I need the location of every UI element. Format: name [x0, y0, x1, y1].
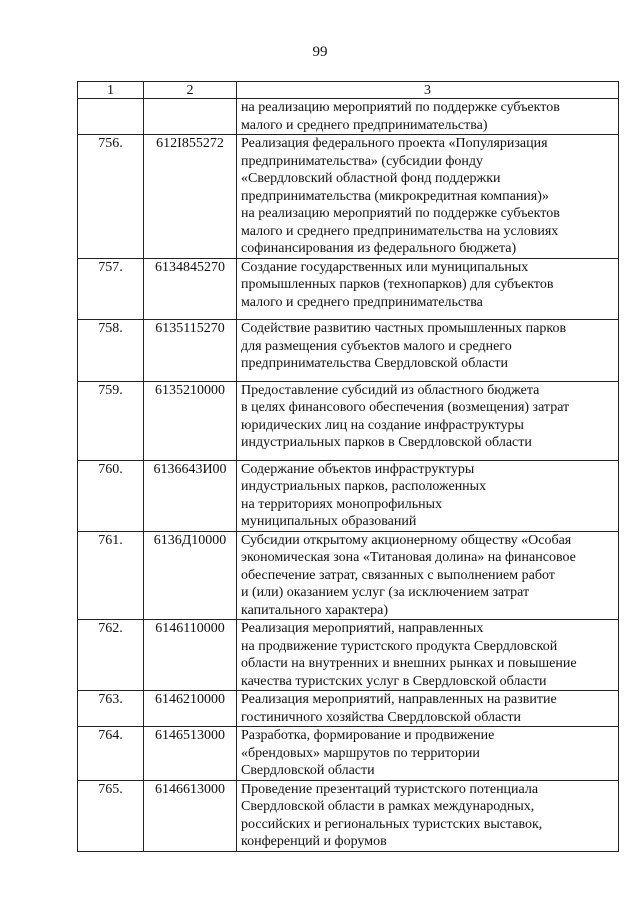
row-number: 762.	[78, 620, 144, 691]
row-number: 765.	[78, 780, 144, 851]
column-header-3: 3	[237, 82, 619, 99]
table-row	[78, 258, 619, 320]
table-row	[78, 620, 619, 691]
table-header-row	[78, 82, 619, 99]
row-description: на реализацию мероприятий по поддержке субъектов малого и среднего предпринимательства)	[237, 99, 619, 135]
row-description: Предоставление субсидий из областного бюджета в целях финансового обеспечения (возмещения) затрат юридических лиц на создание инфраструктуры индустриальных парков в Свердловской области	[237, 381, 619, 460]
row-number: 759.	[78, 381, 144, 460]
table-row	[78, 381, 619, 460]
table-body	[78, 99, 619, 852]
table-row	[78, 780, 619, 851]
row-description: Субсидии открытому акционерному обществу «Особая экономическая зона «Титановая долина» на финансовое обеспечение затрат, связанных с выполнением работ и (или) оказанием услуг (за исключением затрат капитального характера)	[237, 531, 619, 620]
column-header-2: 2	[144, 82, 237, 99]
row-description: Создание государственных или муниципальных промышленных парков (технопарков) для субъектов малого и среднего предпринимательства	[237, 258, 619, 320]
table-row	[78, 99, 619, 135]
row-code: 612I855272	[144, 135, 237, 259]
row-code: 6146513000	[144, 727, 237, 781]
row-code: 6146110000	[144, 620, 237, 691]
table-row	[78, 135, 619, 259]
row-code: 6136643И00	[144, 460, 237, 531]
budget-classification-table	[77, 81, 619, 852]
row-number: 764.	[78, 727, 144, 781]
row-code: 6134845270	[144, 258, 237, 320]
row-description: Проведение презентаций туристского потенциала Свердловской области в рамках международных, российских и региональных туристских выставок, конференций и форумов	[237, 780, 619, 851]
row-code: 6135115270	[144, 320, 237, 382]
row-code	[144, 99, 237, 135]
table-row	[78, 320, 619, 382]
row-number: 760.	[78, 460, 144, 531]
row-description: Разработка, формирование и продвижение «брендовых» маршрутов по территории Свердловской области	[237, 727, 619, 781]
column-header-1: 1	[78, 82, 144, 99]
row-description: Реализация федерального проекта «Популяризация предпринимательства» (субсидии фонду «Свердловский областной фонд поддержки предпринимательства (микрокредитная компания)» на реализацию мероприятий по поддержке субъектов малого и среднего предпринимательства на условиях софинансирования из федерального бюджета)	[237, 135, 619, 259]
row-number: 758.	[78, 320, 144, 382]
page-number: 99	[312, 44, 328, 60]
row-code: 6135210000	[144, 381, 237, 460]
row-code: 6146613000	[144, 780, 237, 851]
row-description: Содержание объектов инфраструктуры индустриальных парков, расположенных на территориях монопрофильных муниципальных образований	[237, 460, 619, 531]
row-code: 6136Д10000	[144, 531, 237, 620]
row-number	[78, 99, 144, 135]
table-row	[78, 727, 619, 781]
row-number: 761.	[78, 531, 144, 620]
row-number: 756.	[78, 135, 144, 259]
table-row	[78, 531, 619, 620]
table-row	[78, 460, 619, 531]
row-number: 763.	[78, 691, 144, 727]
row-number: 757.	[78, 258, 144, 320]
row-code: 6146210000	[144, 691, 237, 727]
row-description: Реализация мероприятий, направленных на развитие гостиничного хозяйства Свердловской области	[237, 691, 619, 727]
row-description: Реализация мероприятий, направленных на продвижение туристского продукта Свердловской области на внутренних и внешних рынках и повышение качества туристских услуг в Свердловской области	[237, 620, 619, 691]
row-description: Содействие развитию частных промышленных парков для размещения субъектов малого и среднего предпринимательства Свердловской области	[237, 320, 619, 382]
table-row	[78, 691, 619, 727]
